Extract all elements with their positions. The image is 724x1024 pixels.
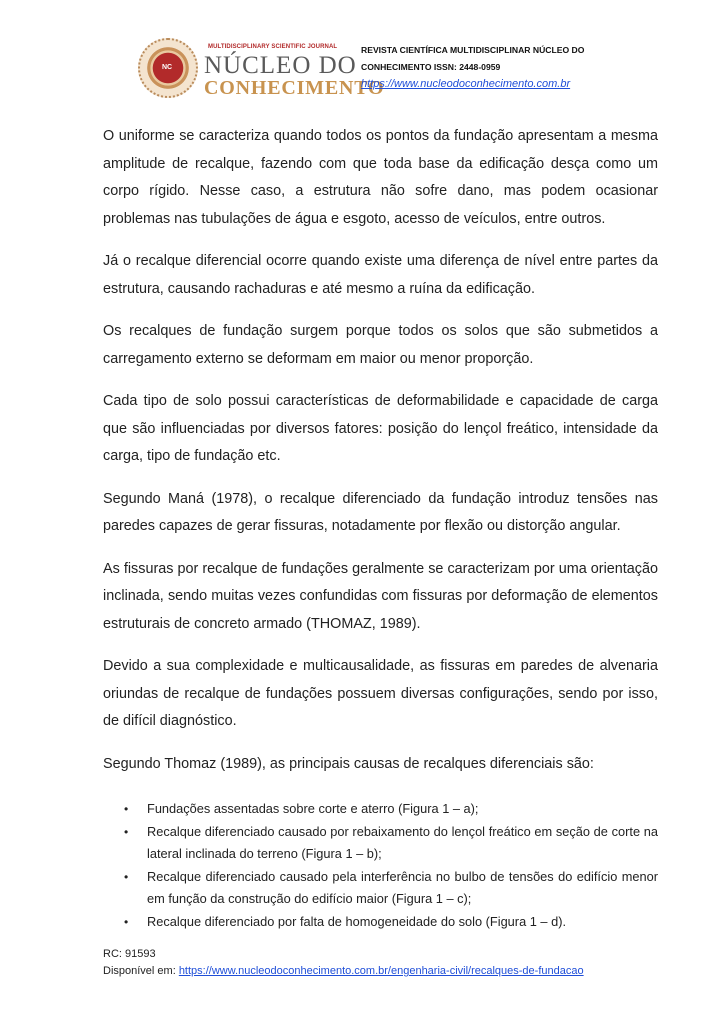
brand-tagline: MULTIDISCIPLINARY SCIENTIFIC JOURNAL [208, 44, 338, 50]
paragraph: Segundo Thomaz (1989), as principais causas de recalques diferenciais são: [103, 755, 594, 772]
paragraph: As fissuras por recalque de fundações geralmente se caracterizam por uma orientação inclinada, sendo muitas vezes confundidas com fissuras por deformação de elementos estruturais de concreto armado (THOMAZ, 1989). [103, 560, 658, 632]
paragraph: Segundo Maná (1978), o recalque diferenciado da fundação introduz tensões nas paredes capazes de gerar fissuras, notadamente por flexão ou distorção angular. [103, 490, 658, 534]
bullet-icon: • [124, 802, 129, 816]
page-header [138, 38, 658, 106]
paragraph: Devido a sua complexidade e multicausalidade, as fissuras em paredes de alvenaria oriundas de recalque de fundações possuem diversas configurações, sendo por isso, de difícil diagnóstico. [103, 658, 658, 729]
availability-label: Disponível em: [103, 965, 179, 977]
seal-text: NC [162, 64, 173, 71]
availability-line [103, 963, 584, 980]
list-item-text: Recalque diferenciado causado por rebaixamento do lençol freático em seção de corte na lateral inclinada do terreno (Figura 1 – b); [147, 823, 658, 861]
list-item [103, 821, 658, 866]
list-item-text: Recalque diferenciado causado pela interferência no bulbo de tensões do edifício menor em função da construção do edifício maior (Figura 1 – c); [147, 868, 658, 906]
bullet-icon: • [124, 824, 129, 839]
list-item [103, 866, 658, 911]
article-body [103, 123, 658, 933]
paragraph: Já o recalque diferencial ocorre quando existe uma diferença de nível entre partes da estrutura, causando rachaduras e até mesmo a ruína da edificação. [103, 253, 658, 297]
journal-seal-logo [138, 38, 198, 98]
bullet-icon: • [124, 914, 129, 929]
journal-title-line1: REVISTA CIENTÍFICA MULTIDISCIPLINAR NÚCLEO DO [361, 45, 585, 55]
causes-list [103, 798, 658, 933]
list-item-text: Fundações assentadas sobre corte e aterro (Figura 1 – a); [147, 801, 479, 816]
paragraph: O uniforme se caracteriza quando todos os pontos da fundação apresentam a mesma amplitude de recalque, fazendo com que toda base da edificação desça como um corpo rígido. Nesse caso, a estrutura não sofre dano, mas podem ocasionar problemas nas tubulações de água e esgoto, acesso de veículos, entre outros. [103, 128, 658, 227]
bullet-icon: • [124, 869, 129, 884]
article-url-link[interactable]: https://www.nucleodoconhecimento.com.br/engenharia-civil/recalques-de-fundacao [178, 965, 584, 977]
journal-title-line2: CONHECIMENTO ISSN: 2448-0959 [361, 62, 501, 72]
list-item [103, 798, 658, 821]
brand-name-line1: NÚCLEO DO [204, 52, 357, 79]
paragraph: Cada tipo de solo possui características de deformabilidade e capacidade de carga que são influenciadas por diversos fatores: posição do lençol freático, intensidade da carga, tipo de fundação etc. [103, 393, 658, 464]
journal-url-link[interactable]: https://www.nucleodoconhecimento.com.br [361, 78, 571, 90]
brand-name-line2: CONHECIMENTO [204, 77, 385, 99]
paragraph: Os recalques de fundação surgem porque todos os solos que são submetidos a carregamento externo se deformam em maior ou menor proporção. [103, 323, 658, 367]
rc-number: RC: 91593 [103, 948, 156, 960]
page-footer [103, 946, 584, 980]
list-item-text: Recalque diferenciado por falta de homogeneidade do solo (Figura 1 – d). [147, 913, 567, 929]
list-item [103, 911, 658, 934]
journal-title [361, 42, 661, 76]
